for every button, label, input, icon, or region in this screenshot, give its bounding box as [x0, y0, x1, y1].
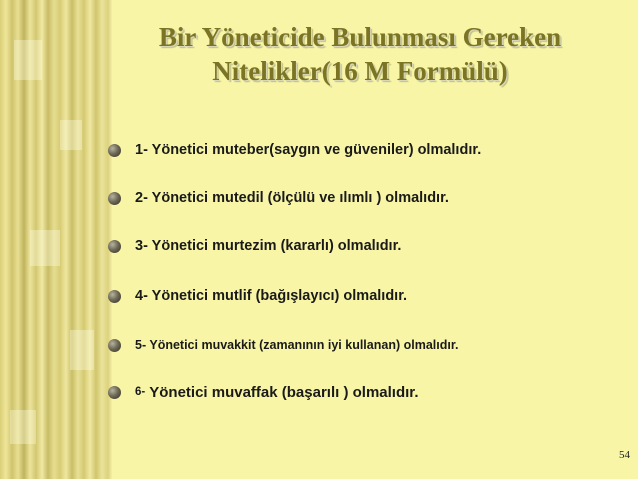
- list-item-text: 2- Yönetici mutedil (ölçülü ve ılımlı ) olmalıdır.: [135, 190, 449, 206]
- list-item-text: Yönetici muvaffak (başarılı ) olmalıdır.: [149, 383, 419, 401]
- list-item: [108, 232, 401, 260]
- list-item-text: 1- Yönetici muteber(saygın ve güveniler) olmalıdır.: [135, 142, 482, 158]
- list-item-text: 4- Yönetici mutlif (bağışlayıcı) olmalıdır.: [135, 288, 408, 304]
- bullet-icon: [108, 192, 121, 205]
- bullet-icon: [108, 290, 121, 303]
- list-item: [108, 136, 481, 164]
- bullet-icon: [108, 339, 121, 352]
- bullet-icon: [108, 386, 121, 399]
- title-line-1: Bir Yöneticide Bulunması Gereken: [158, 22, 562, 52]
- slide-title: [95, 20, 625, 88]
- list-item-text: 3- Yönetici murtezim (kararlı) olmalıdır.: [135, 238, 402, 254]
- page-number: 54: [619, 449, 630, 461]
- title-line-2: Nitelikler(16 M Formülü): [212, 56, 508, 86]
- bullet-icon: [108, 240, 121, 253]
- list-item: [108, 184, 449, 212]
- bullet-icon: [108, 144, 121, 157]
- list-item-number: 6-: [135, 386, 146, 398]
- list-item-text: 5- Yönetici muvakkit (zamanının iyi kullanan) olmalıdır.: [135, 338, 459, 352]
- list-item: [108, 331, 458, 359]
- list-item: [108, 282, 407, 310]
- list-item: [108, 378, 418, 406]
